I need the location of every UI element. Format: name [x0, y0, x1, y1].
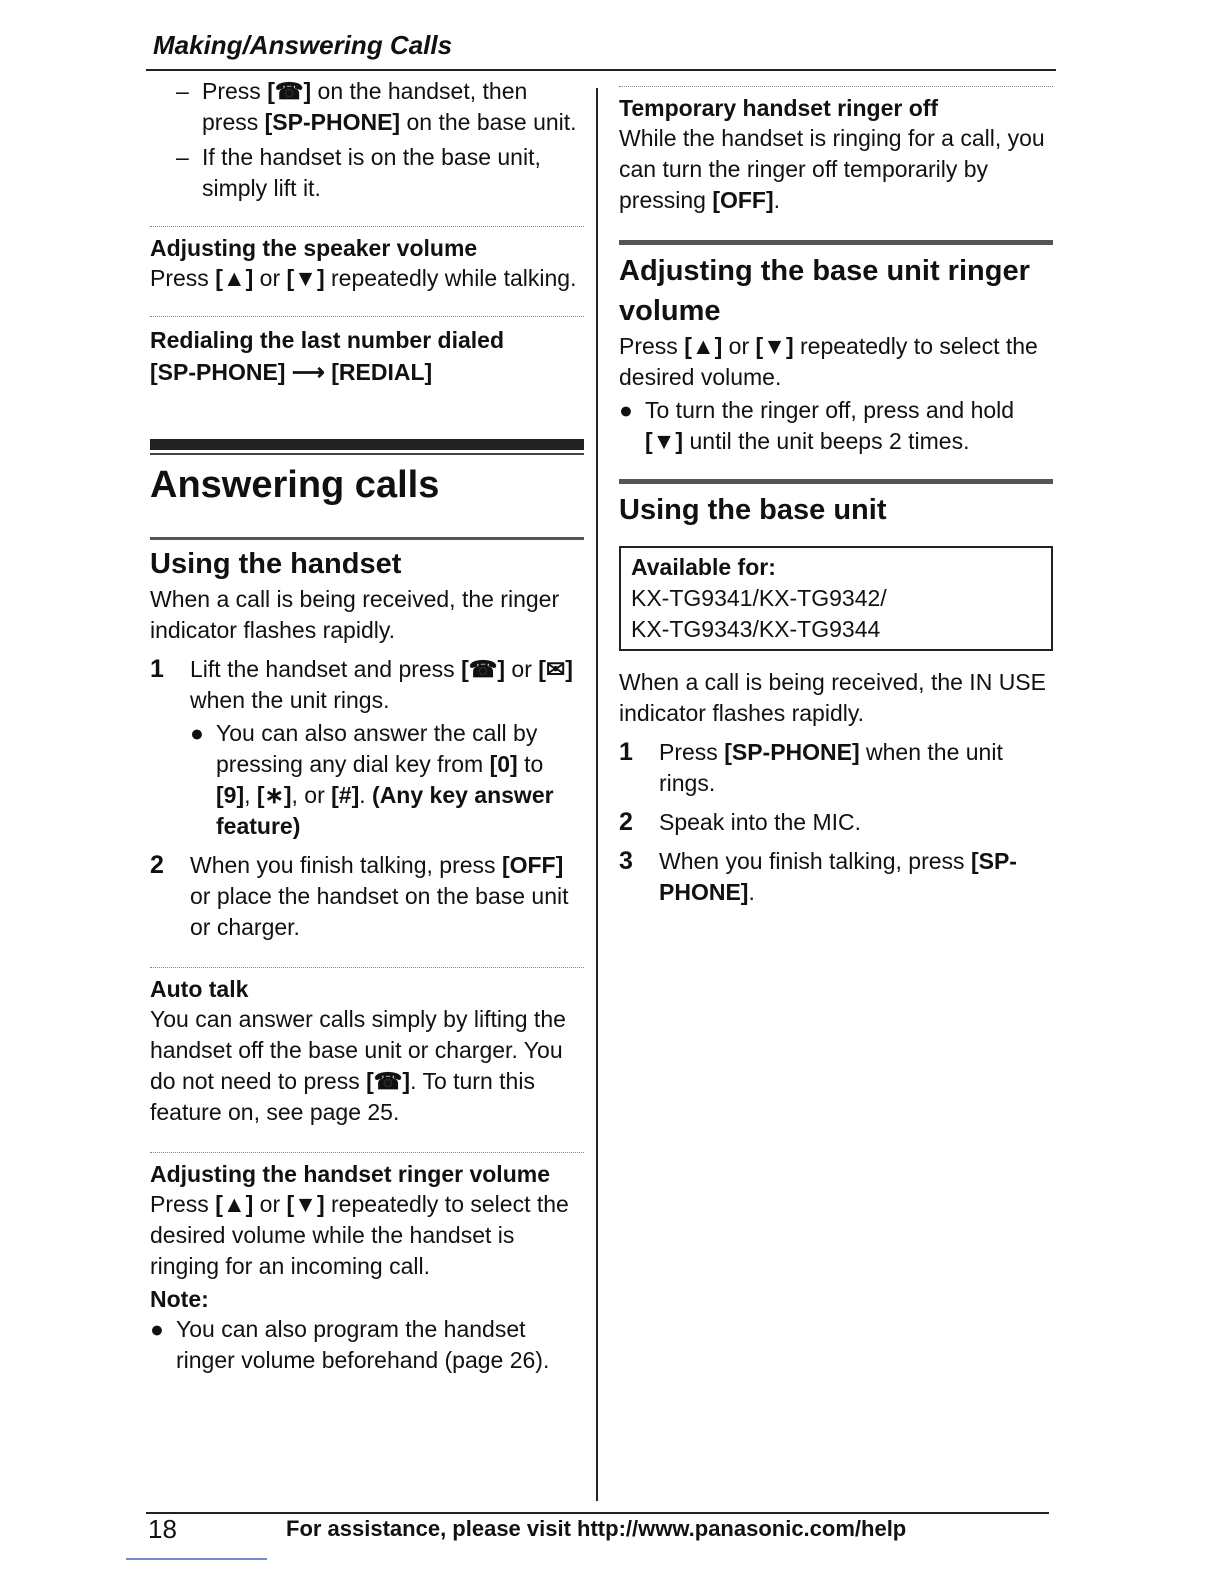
note-label: Note: — [150, 1286, 209, 1312]
step-number: 1 — [619, 738, 633, 766]
arrow-icon: ⟶ — [285, 359, 332, 385]
redial-key: [REDIAL] — [331, 359, 433, 385]
answering-calls-heading: Answering calls — [150, 464, 440, 506]
chapter-rule-thin — [150, 453, 584, 455]
section-rule-thick — [619, 240, 1053, 245]
speaker-volume-text: Press [▲] or [▼] repeatedly while talking. — [150, 265, 577, 291]
off-key: [OFF] — [712, 187, 774, 213]
handset-step-2: 2 When you finish talking, press [OFF] or place the handset on the base unit or charger. — [150, 851, 569, 940]
talk-key: [☎] — [461, 656, 506, 682]
base-unit-intro: When a call is being received, the IN USE indicator flashes rapidly. — [619, 669, 1046, 726]
base-step-2: 2 Speak into the MIC. — [619, 808, 861, 836]
section-rule — [150, 226, 584, 227]
section-rule-thick — [619, 479, 1053, 484]
section-rule — [150, 1152, 584, 1153]
page-number: 18 — [148, 1514, 177, 1544]
section-rule — [150, 316, 584, 317]
handset-ringer-title: Adjusting the handset ringer volume — [150, 1161, 550, 1187]
down-key: [▼] — [645, 428, 684, 454]
availability-box — [619, 546, 1053, 651]
up-key: [▲] — [684, 333, 723, 359]
base-step-1: 1 Press [SP-PHONE] when the unit rings. — [619, 738, 1003, 796]
up-key: [▲] — [215, 1191, 254, 1217]
section-rule — [150, 967, 584, 968]
auto-talk-title: Auto talk — [150, 976, 249, 1002]
dash-item-lift: – If the handset is on the base unit, simply lift it. — [176, 144, 541, 201]
scan-edge-line — [126, 1558, 267, 1560]
sp-phone-key: [SP-PHONE] — [264, 109, 401, 135]
step-number: 1 — [150, 655, 164, 683]
auto-talk-text: You can answer calls simply by lifting the handset off the base unit or charger. You do not need to press [☎]. To turn this feature on, see page 25. — [150, 1006, 566, 1125]
bullet-icon: ● — [190, 720, 204, 746]
speaker-key: [✉] — [538, 656, 573, 682]
bullet-icon: ● — [619, 397, 633, 423]
talk-key: [☎] — [366, 1068, 411, 1094]
base-ringer-heading: Adjusting the base unit ringer volume — [619, 255, 1030, 327]
dash-marker: – — [176, 78, 189, 104]
up-key: [▲] — [215, 265, 254, 291]
availability-models-2: KX-TG9343/KX-TG9344 — [631, 616, 881, 642]
base-ringer-bullet: ● To turn the ringer off, press and hold [▼] until the unit beeps 2 times. — [619, 397, 1015, 454]
header-rule — [146, 69, 1056, 71]
base-step-3: 3 When you finish talking, press [SP-PHONE]. — [619, 847, 1017, 905]
handset-intro: When a call is being received, the ringer indicator flashes rapidly. — [150, 586, 560, 643]
sp-phone-key: [SP-PHONE] — [724, 739, 860, 765]
step-number: 2 — [150, 851, 164, 879]
left-column — [150, 76, 584, 1376]
down-key: [▼] — [286, 265, 325, 291]
step-number: 3 — [619, 847, 633, 875]
base-ringer-text: Press [▲] or [▼] repeatedly to select the desired volume. — [619, 333, 1038, 390]
footer-rule — [146, 1512, 1049, 1514]
redial-title: Redialing the last number dialed — [150, 327, 505, 353]
dash-marker: – — [176, 144, 189, 170]
page-header-title: Making/Answering Calls — [153, 30, 453, 60]
talk-key: [☎] — [267, 78, 312, 104]
bullet-icon: ● — [150, 1316, 164, 1342]
down-key: [▼] — [286, 1191, 325, 1217]
section-rule — [619, 86, 1053, 87]
availability-models-1: KX-TG9341/KX-TG9342/ — [631, 585, 887, 611]
step-number: 2 — [619, 808, 633, 836]
temp-ringer-off-title: Temporary handset ringer off — [619, 95, 939, 121]
chapter-rule — [150, 439, 584, 450]
right-column — [619, 86, 1053, 908]
handset-step-1: 1 Lift the handset and press [☎] or [✉] when the unit rings. ● You can also answer the call by pressing any dial key from [0] to [9], [∗], or [#]. (Any key answer feature) — [150, 654, 584, 842]
temp-ringer-off-text: While the handset is ringing for a call, you can turn the ringer off temporarily by pressing [OFF]. — [619, 125, 1045, 213]
down-key: [▼] — [755, 333, 794, 359]
column-divider — [596, 88, 598, 1501]
footer-assistance: For assistance, please visit http://www.panasonic.com/help — [286, 1516, 907, 1541]
dash-item-press-talk: – Press [☎] on the handset, then press [SP-PHONE] on the base unit. — [176, 78, 577, 135]
handset-ringer-text: Press [▲] or [▼] repeatedly to select the desired volume while the handset is ringing for an incoming call. — [150, 1191, 569, 1279]
sp-phone-key: [SP-PHONE] — [659, 848, 1017, 905]
sp-phone-key: [SP-PHONE] — [150, 359, 286, 385]
off-key: [OFF] — [501, 852, 564, 878]
note-bullet: ● You can also program the handset ringer volume beforehand (page 26). — [150, 1316, 550, 1373]
handset-step-1-bullet: ● You can also answer the call by pressing any dial key from [0] to [9], [∗], or [#]. (Any key answer feature) — [190, 720, 554, 839]
availability-title: Available for: — [631, 554, 776, 580]
redial-keys — [150, 357, 584, 387]
using-handset-heading: Using the handset — [150, 548, 402, 580]
using-base-unit-heading: Using the base unit — [619, 494, 887, 526]
speaker-volume-title: Adjusting the speaker volume — [150, 235, 478, 261]
section-rule-thick — [150, 537, 584, 540]
